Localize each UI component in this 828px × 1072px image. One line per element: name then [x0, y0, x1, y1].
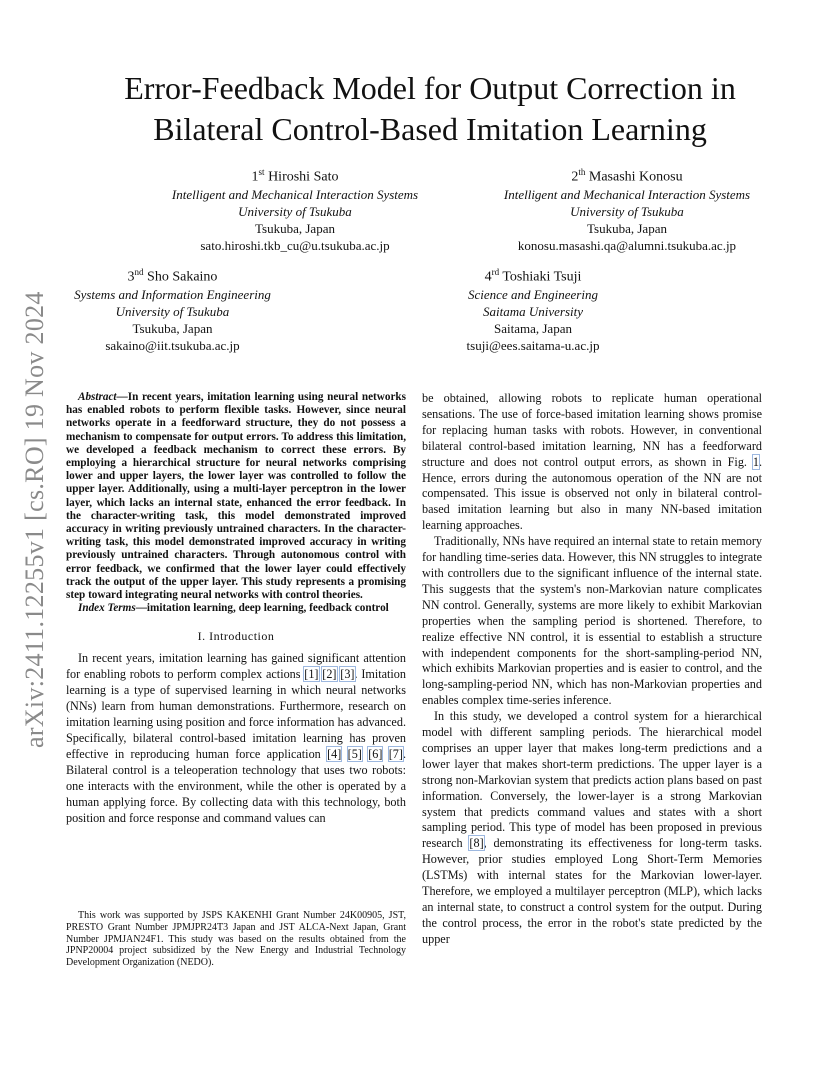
citation-link[interactable]: [5] [347, 746, 362, 761]
author-name: 4rd Toshiaki Tsuji [484, 267, 582, 285]
author-email[interactable]: konosu.masashi.qa@alumni.tsukuba.ac.jp [517, 237, 737, 253]
citation-link[interactable]: [8] [469, 836, 484, 851]
author-location: Saitama, Japan [494, 320, 572, 336]
author-email[interactable]: tsuji@ees.saitama-u.ac.jp [466, 337, 600, 353]
author-email[interactable]: sakaino@iit.tsukuba.ac.jp [105, 337, 240, 353]
author-affiliation: Systems and Information Engineering [74, 286, 271, 302]
intro-paragraph-1-cont: be obtained, allowing robots to replicate human operational sensations. The use of force-based imitation learning shows promise for replacing human tasks with robots. However, in conventional bilateral control-based imitation learning, NN has a feedforward structure and does not control output errors, as shown in Fig. 1. Hence, errors during the autonomous operation of the NN are not compensated. This issue is observed not only in bilateral control-based imitation learning but also in many NN-based imitation learning approaches. [422, 391, 762, 533]
author-institution: University of Tsukuba [115, 303, 230, 319]
author-affiliation: Intelligent and Mechanical Interaction Systems [171, 186, 419, 202]
author-location: Tsukuba, Japan [255, 220, 335, 236]
author-email[interactable]: sato.hiroshi.tkb_cu@u.tsukuba.ac.jp [200, 237, 390, 253]
arxiv-stamp: arXiv:2411.12255v1 [cs.RO] 19 Nov 2024 [20, 291, 49, 749]
author-institution: University of Tsukuba [570, 203, 684, 219]
author-affiliation: Science and Engineering [468, 286, 598, 302]
citation-link[interactable]: [7] [388, 746, 403, 761]
citation-link[interactable]: [3] [340, 667, 355, 682]
author-block-4 [378, 264, 688, 354]
left-column [66, 391, 406, 826]
index-terms-label: Index Terms [78, 602, 136, 615]
author-institution: Saitama University [482, 303, 583, 319]
author-block-3 [30, 264, 315, 354]
author-block-1 [130, 164, 460, 254]
index-terms-text: —imitation learning, deep learning, feedback control [135, 602, 389, 615]
index-terms [66, 602, 406, 615]
author-name: 3nd Sho Sakaino [127, 267, 218, 285]
author-affiliation: Intelligent and Mechanical Interaction Systems [503, 186, 751, 202]
figure-ref-link[interactable]: 1 [752, 454, 759, 469]
citation-link[interactable]: [4] [327, 746, 342, 761]
author-name: 2th Masashi Konosu [571, 167, 683, 185]
section-heading-introduction: I. Introduction [197, 629, 275, 644]
citation-link[interactable]: [6] [368, 746, 383, 761]
author-institution: University of Tsukuba [238, 203, 352, 219]
author-name: 1st Hiroshi Sato [251, 167, 339, 185]
author-location: Tsukuba, Japan [587, 220, 667, 236]
citation-link[interactable]: [2] [322, 667, 337, 682]
abstract-text: —In recent years, imitation learning using neural networks has enabled robots to perform flexible tasks. However, since neural networks operate in a feedforward structure, they do not possess a mechanism to compensate for output errors. To address this limitation, we developed a feedback mechanism to correct these errors. By employing a hierarchical structure for neural networks comprising lower and upper layers, the lower layer was controlled to follow the upper layer. Additionally, using a multi-layer perceptron in the lower layer, which lacks an internal state, enhanced the error feedback. In the character-writing task, this model demonstrated improved accuracy in writing previously untrained characters. In the character-writing task, this model demonstrated improved accuracy in writing previously untrained characters. Through autonomous control with error feedback, we confirmed that the lower layer could effectively track the output of the upper layer. This study represents a promising step toward integrating neural networks with control theories. [66, 391, 406, 602]
paper-title: Error-Feedback Model for Output Correction in Bilateral Control-Based Imitation Learning [124, 70, 736, 147]
funding-footnote: This work was supported by JSPS KAKENHI Grant Number 24K00905, JST, PRESTO Grant Number JPMJPR24T3 Japan and JST ALCA-Next Japan, Grant Number JPMJAN24F1. This study was based on the results obtained from the JPNP20004 project subsidized by the New Energy and Industrial Technology Development Organization (NEDO). [66, 910, 406, 969]
citation-link[interactable]: [1] [304, 667, 319, 682]
intro-paragraph-2: Traditionally, NNs have required an internal state to retain memory for handling time-series data. However, this NN struggles to integrate with controllers due to the significant influence of the internal state. This suggests that the system's non-Markovian nature complicates NN control. Generally, systems are more likely to exhibit Markovian properties when the sampling period is shortened. Therefore, to realize effective NN control, it is essential to establish a structure with independent components for the short-sampling-period NN, which exhibits Markovian properties and is easier to control, and the long-sampling-period NN, which has non-Markovian properties and enables complex time-series inference. [422, 534, 762, 708]
intro-paragraph-3: In this study, we developed a control system for a hierarchical model with different sampling periods. The hierarchical model comprises an upper layer that makes long-term predictions and a lower layer that makes short-term predictions. The upper layer is a strong non-Markovian system that predicts action plans based on past information. Conversely, the lower-layer is a strong Markovian system that predicts command values and states with a short sampling period. This type of model has been proposed in previous research [8], demonstrating its effectiveness for long-term tasks. However, prior studies employed Long Short-Term Memories (LSTMs) with internal states for the Markovian lower-layer. Therefore, we employed a multilayer perceptron (MLP), which lacks an internal state, to construct a control system for the output. During the control process, the error in the robot's state predicted by the upper [422, 709, 762, 946]
intro-paragraph-1: In recent years, imitation learning has gained significant attention for enabling robots to perform complex actions [1] [2] [3]. Imitation learning is a type of supervised learning in which neural networks (NNs) learn from human demonstrations. Furthermore, research on imitation learning using position and force information has advanced. Specifically, bilateral control-based imitation learning has proven effective in reproducing human force application [4] [5] [6] [7]. Bilateral control is a teleoperation technology that uses two robots: one interacts with the environment, while the other is operated by a human applying force. By collecting data with this technology, both position and force response and command values can [66, 651, 406, 825]
abstract-label: Abstract [78, 391, 117, 403]
author-location: Tsukuba, Japan [132, 320, 213, 336]
abstract [66, 391, 406, 602]
right-column [422, 391, 762, 948]
author-block-2 [462, 164, 792, 254]
